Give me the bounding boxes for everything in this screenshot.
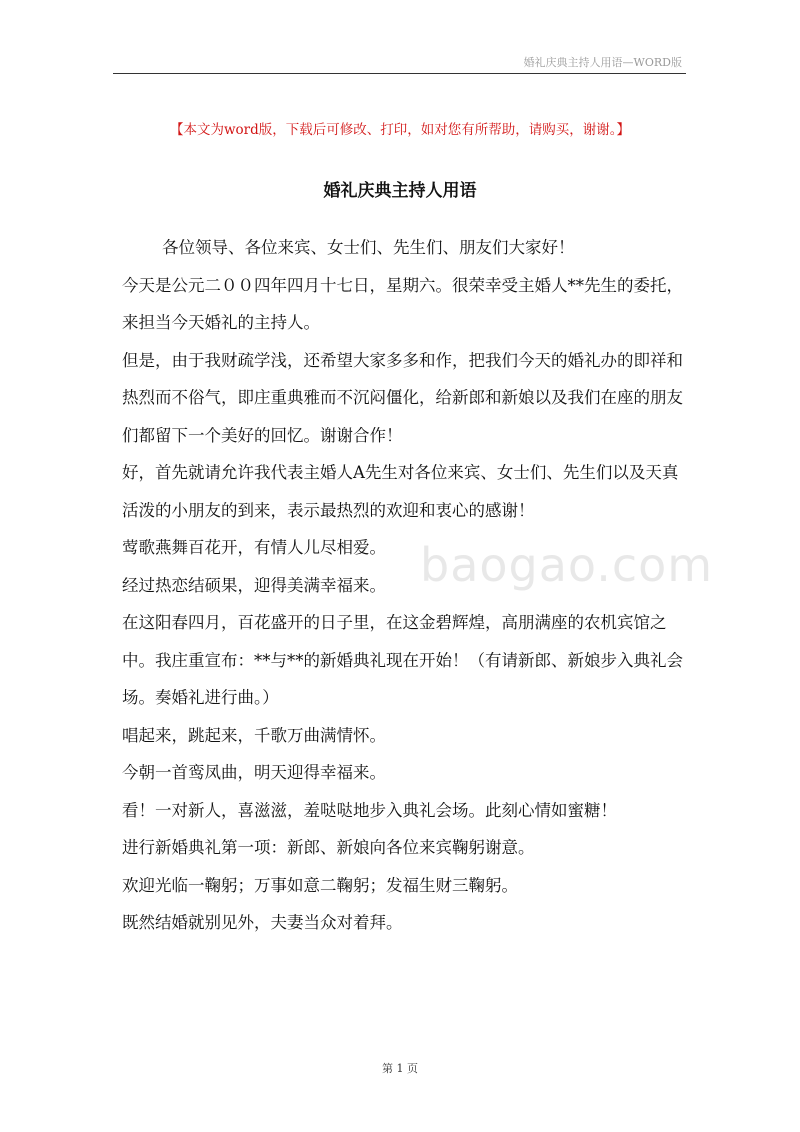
paragraph: 唱起来，跳起来，千歌万曲满情怀。	[122, 725, 386, 745]
header-title: 婚礼庆典主持人用语—WORD版	[523, 56, 682, 69]
header-rule	[113, 73, 686, 74]
paragraph: 但是，由于我财疏学浅，还希望大家多多和作，把我们今天的婚礼办的即祥和热烈而不俗气，即庄重典雅而不沉闷僵化，给新郎和新娘以及我们在座的朋友们都留下一个美好的回忆。谢谢合作！	[122, 350, 683, 445]
document-body	[122, 229, 687, 942]
paragraph: 既然结婚就别见外，夫妻当众对着拜。	[122, 913, 403, 932]
paragraph: 进行新婚典礼第一项：新郎、新娘向各位来宾鞠躬谢意。	[122, 838, 535, 857]
paragraph: 好，首先就请允许我代表主婚人A先生对各位来宾、女士们、先生们以及天真活泼的小朋友的到来，表示最热烈的欢迎和衷心的感谢！	[122, 463, 679, 520]
paragraph: 欢迎光临一鞠躬；万事如意二鞠躬；发福生财三鞠躬。	[122, 875, 518, 895]
paragraph: 经过热恋结硕果，迎得美满幸福来。	[122, 575, 386, 595]
watermark: baogao.com	[420, 538, 714, 592]
paragraph: 莺歌燕舞百花开，有情人儿尽相爱。	[122, 538, 386, 557]
page-number: 第 1 页	[382, 1062, 418, 1075]
paragraph: 在这阳春四月，百花盛开的日子里，在这金碧辉煌，高朋满座的农机宾馆之中。我庄重宣布：**与**的新婚典礼现在开始！（有请新郎、新娘步入典礼会场。奏婚礼进行曲。）	[122, 613, 683, 707]
download-notice: 【本文为word版，下载后可修改、打印，如对您有所帮助，请购买，谢谢。】	[169, 122, 631, 138]
paragraph: 看！一对新人，喜滋滋，羞哒哒地步入典礼会场。此刻心情如蜜糖！	[122, 800, 617, 820]
document-title: 婚礼庆典主持人用语	[323, 181, 477, 201]
paragraph: 今天是公元二００四年四月十七日，星期六。很荣幸受主婚人**先生的委托，来担当今天婚礼的主持人。	[122, 275, 683, 332]
paragraph: 今朝一首鸾凤曲，明天迎得幸福来。	[122, 763, 386, 782]
paragraph: 各位领导、各位来宾、女士们、先生们、朋友们大家好！	[162, 238, 575, 257]
